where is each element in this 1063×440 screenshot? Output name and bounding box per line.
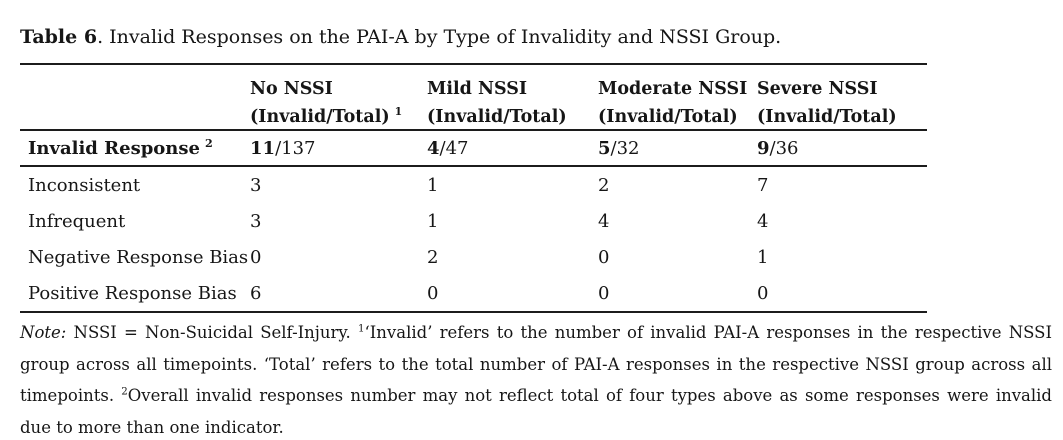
row-label: Infrequent xyxy=(28,210,126,232)
cell-invalid-total: 5/32 xyxy=(598,137,640,159)
table-body xyxy=(20,167,927,313)
table-row-negative-response-bias xyxy=(20,239,927,275)
header-stub-cell xyxy=(20,65,250,75)
header-mild-nssi xyxy=(427,65,598,131)
data-table xyxy=(20,63,927,313)
cell-value: 3 xyxy=(250,210,262,232)
cell-value: 6 xyxy=(250,282,262,304)
footnote-marker-2: 2 xyxy=(121,386,128,398)
cell-value: 0 xyxy=(250,246,262,268)
row-label: Positive Response Bias xyxy=(28,282,237,304)
cell-invalid-total: 9/36 xyxy=(757,137,799,159)
table-caption-text: . Invalid Responses on the PAI-A by Type of Invalidity and NSSI Group. xyxy=(97,26,782,48)
footnote-marker-1: 1 xyxy=(394,105,403,119)
table-row-inconsistent xyxy=(20,167,927,203)
header-sub-label: (Invalid/Total) $^1$ xyxy=(250,105,403,127)
cell-value: 4 xyxy=(598,210,610,232)
cell-value: 0 xyxy=(757,282,769,304)
cell-value: 1 xyxy=(757,246,769,268)
cell-value: 2 xyxy=(427,246,439,268)
header-sub-label: (Invalid/Total) xyxy=(427,107,567,127)
header-group-label: No NSSI xyxy=(250,79,333,99)
footnote-marker-1: 1 xyxy=(358,323,365,335)
cell-invalid-total: 4/47 xyxy=(427,137,469,159)
header-sub-label: (Invalid/Total) xyxy=(598,107,738,127)
cell-value: 3 xyxy=(250,174,262,196)
header-group-label: Mild NSSI xyxy=(427,79,528,99)
cell-value: 0 xyxy=(598,282,610,304)
cell-value: 7 xyxy=(757,174,769,196)
cell-value: 0 xyxy=(598,246,610,268)
row-label: Inconsistent xyxy=(28,174,141,196)
header-severe-nssi xyxy=(757,65,927,131)
header-group-label: Moderate NSSI xyxy=(598,79,748,99)
table-note xyxy=(20,317,1052,440)
table-number: Table 6 xyxy=(20,26,98,48)
header-moderate-nssi xyxy=(598,65,757,131)
header-no-nssi xyxy=(250,65,427,131)
note-text: NSSI = Non-Suicidal Self-Injury. xyxy=(66,323,359,342)
cell-value: 0 xyxy=(427,282,439,304)
note-text: ‘Invalid’ refers to the number of invalid PAI-A responses in the respective NSSI group across all timepoints. ‘Total’ refers to the total number of PAI-A responses in the respective NSSI group across all timepoints. xyxy=(20,323,1053,405)
cell-invalid-total: 11/137 xyxy=(250,137,316,159)
cell-value: 1 xyxy=(427,174,439,196)
note-text: Overall invalid responses number may not reflect total of four types above as some responses were invalid due to more than one indicator. xyxy=(20,386,1052,437)
header-group-label: Severe NSSI xyxy=(757,79,878,99)
row-label: Invalid Response $^2$ xyxy=(28,136,213,159)
header-sub-label: (Invalid/Total) xyxy=(757,107,897,127)
table-row-positive-response-bias xyxy=(20,275,927,311)
note-label: Note: xyxy=(20,323,67,342)
table-row-infrequent xyxy=(20,203,927,239)
cell-value: 4 xyxy=(757,210,769,232)
table-caption xyxy=(20,25,781,49)
row-label: Negative Response Bias xyxy=(28,246,249,268)
footnote-marker-2: 2 xyxy=(204,136,213,150)
table-row-invalid-response xyxy=(20,131,927,167)
table-header-row xyxy=(20,63,927,131)
cell-value: 2 xyxy=(598,174,610,196)
cell-value: 1 xyxy=(427,210,439,232)
